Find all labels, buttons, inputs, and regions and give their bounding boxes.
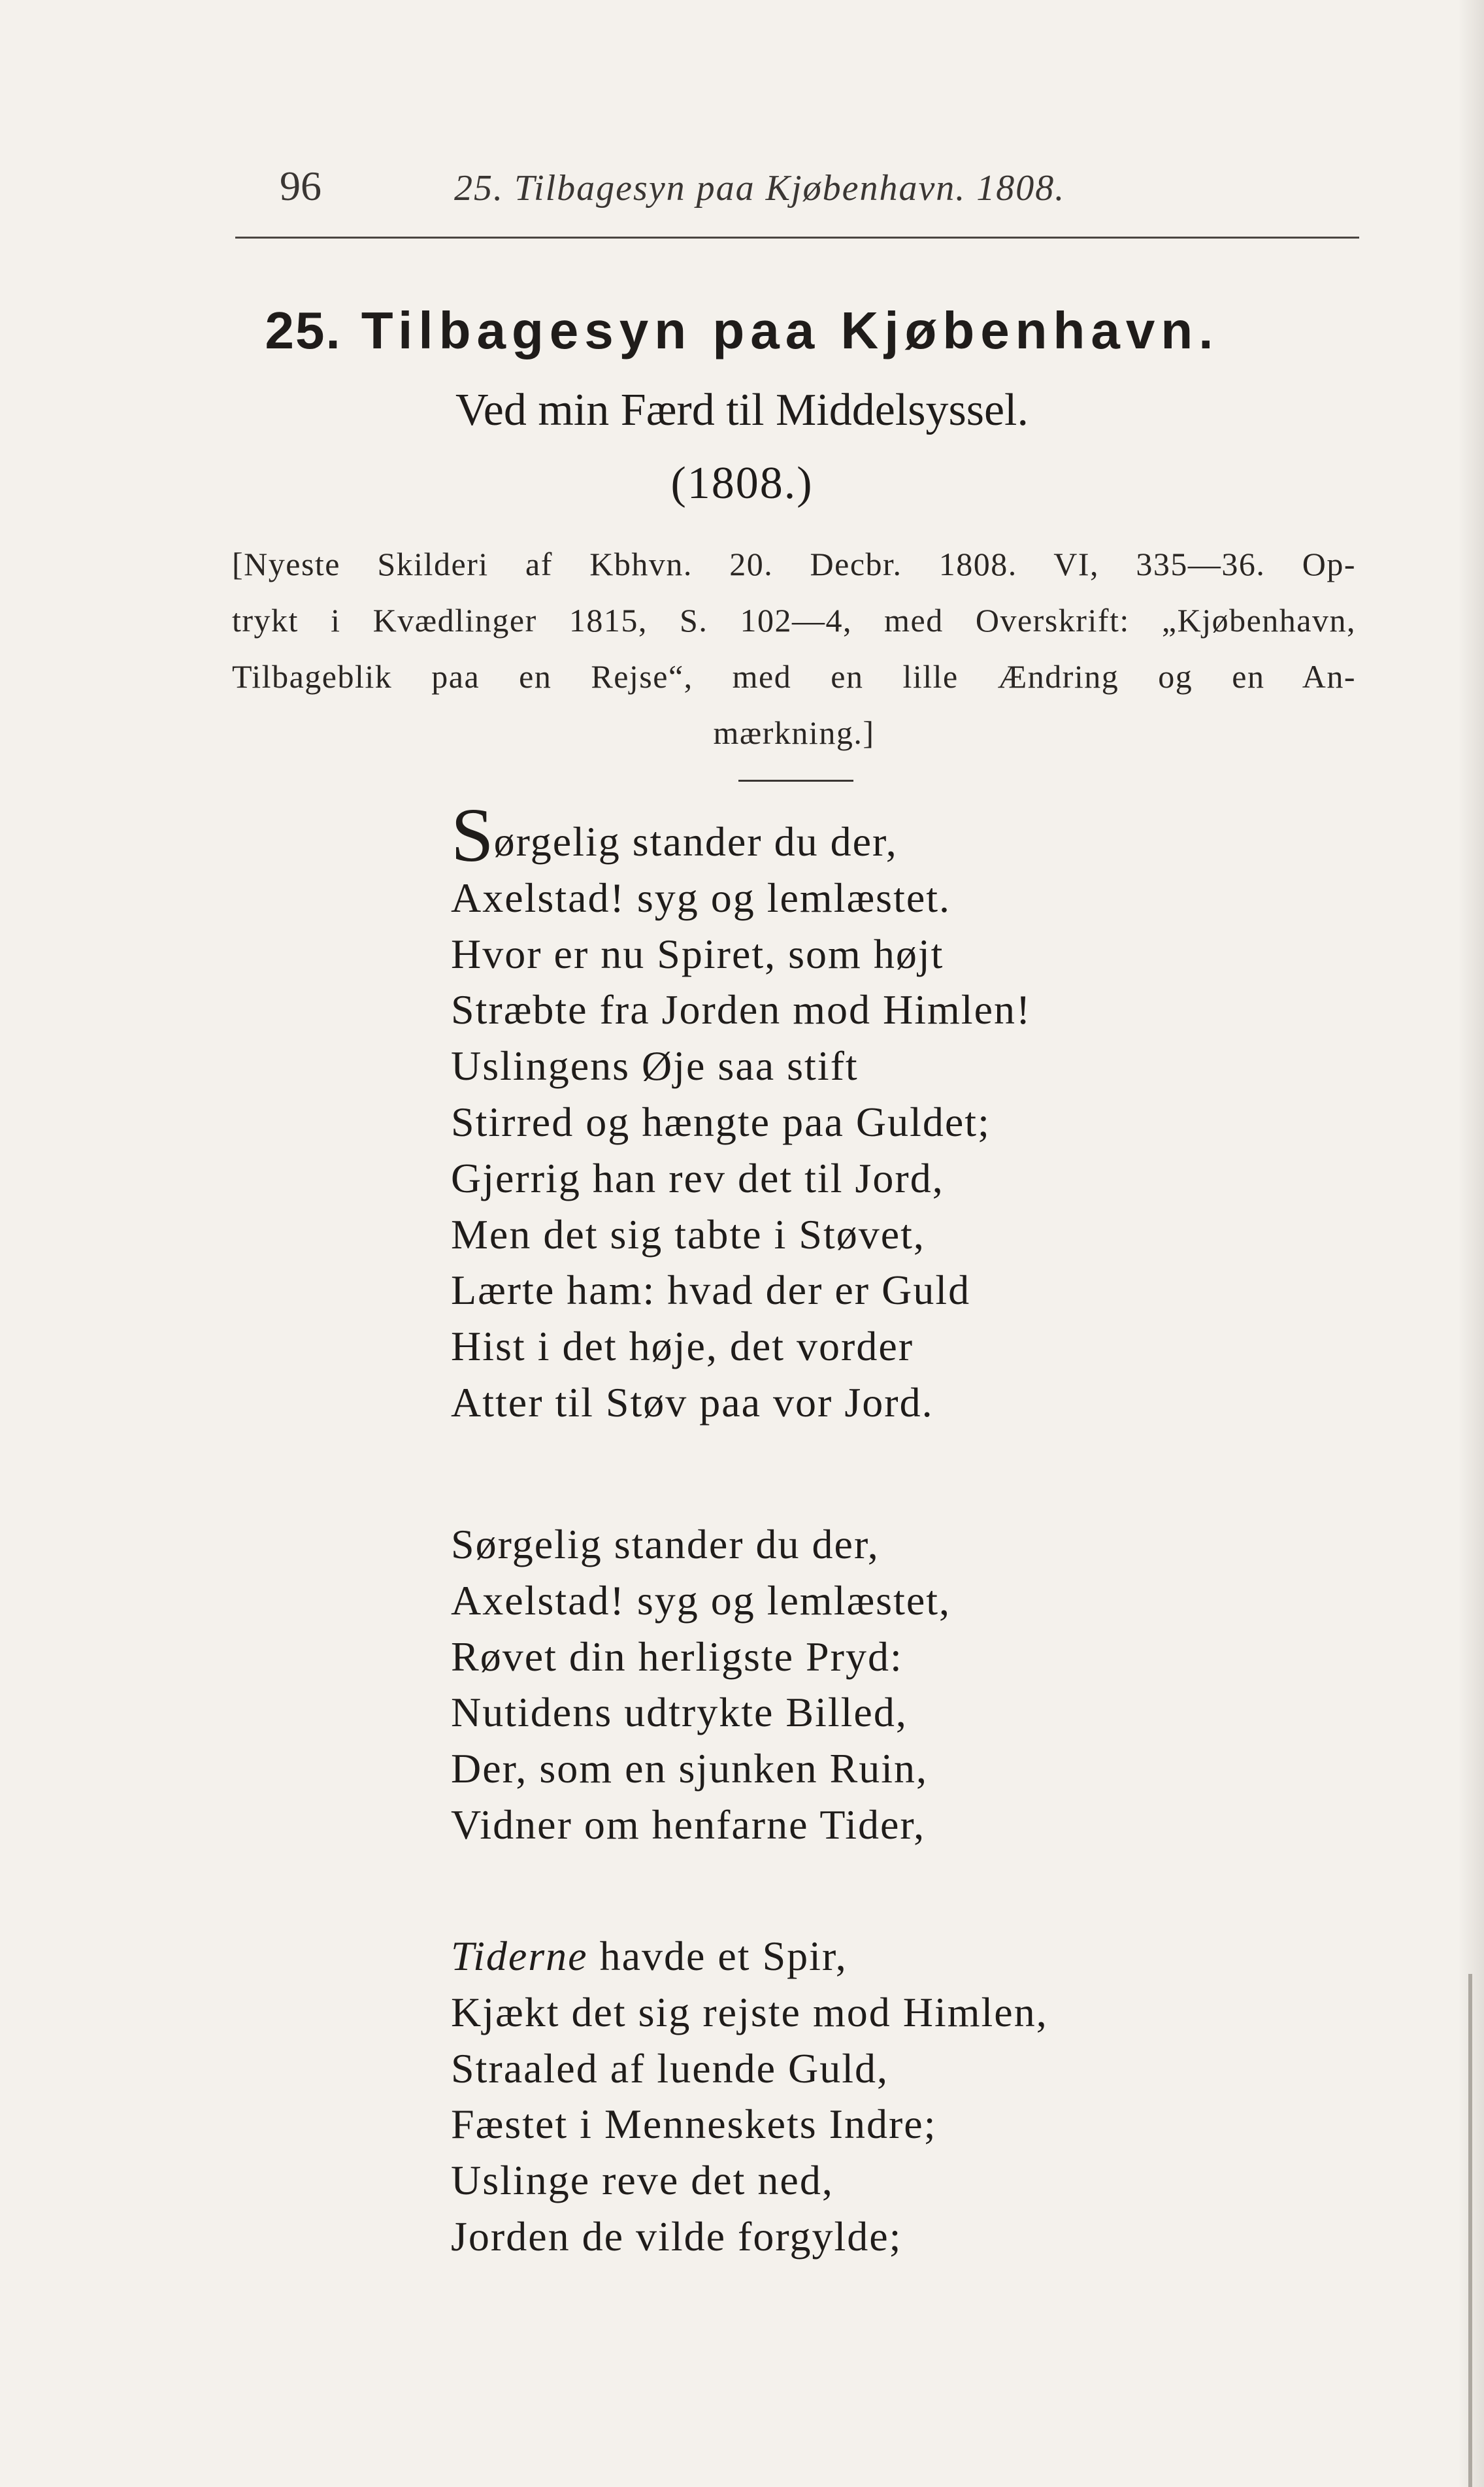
- note-line: [Nyeste Skilderi af Kbhvn. 20. Decbr. 1808. VI, 335—36. Op-: [232, 546, 1356, 582]
- poem-line: Stirred og hængte paa Guldet;: [451, 1098, 991, 1145]
- editorial-note: [232, 536, 1356, 761]
- page-edge-line: [1468, 1974, 1472, 2487]
- first-line-text: havde et Spir,: [587, 1933, 848, 1979]
- poem-line: Uslinge reve det ned,: [451, 2157, 834, 2204]
- note-line: mærkning.]: [713, 714, 875, 751]
- poem-number: 25.: [265, 301, 342, 359]
- poem-line: Jorden de vilde forgylde;: [451, 2212, 902, 2260]
- poem-line: Fæstet i Menneskets Indre;: [451, 2101, 937, 2148]
- page-number: 96: [280, 163, 322, 209]
- poem-line: Hvor er nu Spiret, som højt: [451, 930, 944, 977]
- note-line: Tilbageblik paa en Rejse“, med en lille Ændring og en An-: [232, 658, 1356, 695]
- poem-line: Gjerrig han rev det til Jord,: [451, 1154, 944, 1201]
- header-rule: [235, 237, 1359, 239]
- poem-heading: [0, 301, 1484, 361]
- poem-line: Sørgelig stander du der,: [451, 1521, 880, 1567]
- running-title: 25. Tilbagesyn paa Kjøbenhavn. 1808.: [454, 168, 1066, 209]
- running-head: [0, 162, 1484, 214]
- drop-cap: S: [451, 792, 494, 878]
- italic-word: Tiderne: [451, 1933, 588, 1979]
- poem-line: Axelstad! syg og lemlæstet,: [451, 1577, 951, 1624]
- poem-subtitle: Ved min Færd til Middelsyssel.: [455, 385, 1029, 435]
- stanza-1: [451, 792, 1431, 1431]
- poem-line: [451, 1928, 1431, 1984]
- poem-line: Men det sig tabte i Støvet,: [451, 1210, 925, 1258]
- stanza-2: [451, 1516, 1431, 1853]
- section-divider: [738, 780, 853, 782]
- poem-line: Axelstad! syg og lemlæstet.: [451, 874, 951, 921]
- note-line: trykt i Kvædlinger 1815, S. 102—4, med Overskrift: „Kjøbenhavn,: [232, 602, 1356, 639]
- poem-line: Lærte ham: hvad der er Guld: [451, 1267, 971, 1314]
- poem-line: [451, 792, 1431, 878]
- poem-line: Stræbte fra Jorden mod Himlen!: [451, 986, 1032, 1033]
- poem-line: Kjækt det sig rejste mod Himlen,: [451, 1988, 1048, 2035]
- poem-line: Røvet din herligste Pryd:: [451, 1633, 903, 1680]
- poem-line: Straaled af luende Guld,: [451, 2045, 889, 2092]
- poem-line: Hist i det høje, det vorder: [451, 1323, 914, 1370]
- poem-year: (1808.): [670, 458, 814, 509]
- poem-line: Uslingens Øje saa stift: [451, 1043, 859, 1090]
- poem-line: Atter til Støv paa vor Jord.: [451, 1378, 934, 1426]
- poem-title: Tilbagesyn paa Kjøbenhavn.: [361, 301, 1219, 359]
- poem-line: Nutidens udtrykte Billed,: [451, 1689, 908, 1736]
- stanza-3: [451, 1928, 1431, 2265]
- poem-line: Der, som en sjunken Ruin,: [451, 1745, 929, 1792]
- poem-line: Vidner om henfarne Tider,: [451, 1801, 926, 1848]
- first-line-text: ørgelig stander du der,: [493, 818, 898, 865]
